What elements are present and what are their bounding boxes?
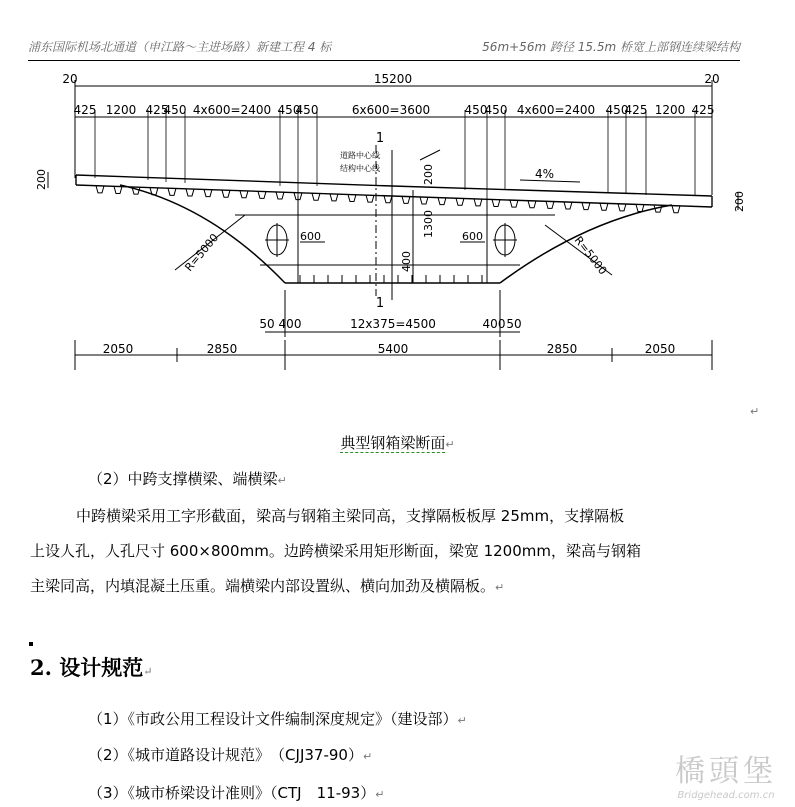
bottom-dim-label: 400 bbox=[278, 317, 302, 331]
height-top-label: 200 bbox=[422, 164, 435, 185]
deck-thickness-right: 200 bbox=[733, 191, 746, 212]
top-dim-label: 450 bbox=[605, 103, 629, 117]
deck-rib bbox=[636, 205, 644, 212]
deck-rib bbox=[258, 191, 266, 198]
deck-rib bbox=[168, 188, 176, 195]
opening-right-label: 600 bbox=[462, 230, 483, 243]
deck-rib bbox=[240, 191, 248, 198]
top-dim-label: 1200 bbox=[105, 103, 137, 117]
deck-rib bbox=[510, 200, 518, 207]
top-dim-label: 425 bbox=[691, 103, 715, 117]
header-right-title: 56m+56m 跨径 15.5m 桥宽上部钢连续梁结构 bbox=[482, 40, 740, 54]
top-dim-label: 450 bbox=[464, 103, 488, 117]
top-dim-label: 1200 bbox=[654, 103, 686, 117]
section-title: 2. 设计规范↵ bbox=[30, 655, 153, 680]
paragraph-line: 中跨横梁采用工字形截面，梁高与钢箱主梁同高，支撑隔板板厚 25mm，支撑隔板 bbox=[76, 507, 625, 525]
bottom-dim-label: 12x375=4500 bbox=[350, 317, 436, 331]
height-low-label: 400 bbox=[400, 251, 413, 272]
deck-rib bbox=[384, 196, 392, 203]
section-mark-bottom: 1 bbox=[375, 296, 385, 311]
paragraph-mark-icon: ↵ bbox=[750, 405, 760, 418]
height-main-label: 1300 bbox=[422, 210, 435, 238]
reference-item: （1）《市政公用工程设计文件编制深度规定》（建设部）↵ bbox=[88, 710, 467, 728]
bottom-dim-label: 50 bbox=[506, 317, 522, 331]
deck-rib bbox=[222, 190, 230, 197]
deck-rib bbox=[96, 186, 104, 193]
base-dim-label: 5400 bbox=[377, 342, 409, 356]
top-dim-label: 450 bbox=[484, 103, 508, 117]
road-centerline-label: 道路中心线 bbox=[340, 151, 380, 160]
subheading: （2）中跨支撑横梁、端横梁↵ bbox=[88, 470, 287, 488]
base-dim-label: 2050 bbox=[644, 342, 676, 356]
opening-left-label: 600 bbox=[300, 230, 321, 243]
steel-box-girder-cross-section bbox=[0, 60, 795, 430]
deck-rib bbox=[186, 189, 194, 196]
bottom-dim-label: 400 bbox=[482, 317, 506, 331]
top-dim-label: 450 bbox=[163, 103, 187, 117]
deck-rib bbox=[456, 198, 464, 205]
watermark-en: Bridgehead.com.cn bbox=[677, 790, 775, 801]
deck-rib bbox=[348, 195, 356, 202]
top-dim-label: 4x600=2400 bbox=[192, 103, 272, 117]
figure-caption: 典型钢箱梁断面↵ bbox=[340, 434, 455, 452]
section-mark-top: 1 bbox=[375, 131, 385, 146]
structure-centerline-label: 结构中心线 bbox=[340, 164, 380, 173]
deck-rib bbox=[474, 199, 482, 206]
deck-rib bbox=[492, 200, 500, 207]
paragraph-line: 主梁同高，内填混凝土压重。端横梁内部设置纵、横向加劲及横隔板。↵ bbox=[30, 577, 505, 595]
deck-rib bbox=[330, 194, 338, 201]
deck-rib bbox=[582, 203, 590, 210]
end-right-label: 20 bbox=[704, 72, 720, 86]
top-dim-label: 6x600=3600 bbox=[351, 103, 431, 117]
reference-item: （2）《城市道路设计规范》 （CJJ37-90）↵ bbox=[88, 746, 373, 764]
deck-rib bbox=[618, 204, 626, 211]
watermark-cn: 橋頭堡 bbox=[675, 754, 777, 789]
base-dim-label: 2050 bbox=[102, 342, 134, 356]
deck-thickness-left: 200 bbox=[35, 169, 48, 190]
deck-rib bbox=[150, 188, 158, 195]
top-dim-label: 425 bbox=[145, 103, 169, 117]
deck-rib bbox=[438, 198, 446, 205]
radius-left-label: R=5000 bbox=[182, 231, 222, 274]
top-dim-label: 450 bbox=[295, 103, 319, 117]
top-dim-label: 425 bbox=[73, 103, 97, 117]
page-header bbox=[28, 38, 740, 61]
deck-rib bbox=[420, 197, 428, 204]
top-dim-label: 425 bbox=[624, 103, 648, 117]
bridgehead-watermark bbox=[675, 746, 777, 801]
radius-right-label: R=5000 bbox=[571, 233, 610, 278]
top-dim-label: 450 bbox=[277, 103, 301, 117]
slope-label: 4% bbox=[535, 167, 555, 181]
section-bullet bbox=[29, 642, 33, 646]
deck-rib bbox=[312, 193, 320, 200]
deck-rib bbox=[654, 205, 662, 212]
deck-rib bbox=[402, 196, 410, 203]
deck-rib bbox=[528, 201, 536, 208]
base-dim-label: 2850 bbox=[206, 342, 238, 356]
deck-rib bbox=[546, 201, 554, 208]
deck-rib bbox=[600, 203, 608, 210]
top-dim-label: 4x600=2400 bbox=[516, 103, 596, 117]
base-dim-label: 2850 bbox=[546, 342, 578, 356]
deck-rib bbox=[204, 190, 212, 197]
header-left-title: 浦东国际机场北通道（申江路～主进场路）新建工程 4 标 bbox=[28, 40, 332, 54]
bottom-dim-label: 50 bbox=[259, 317, 275, 331]
deck-rib bbox=[366, 195, 374, 202]
deck-rib bbox=[672, 206, 680, 213]
end-left-label: 20 bbox=[62, 72, 78, 86]
reference-item: （3）《城市桥梁设计准则》（CTJ 11-93）↵ bbox=[88, 784, 385, 802]
deck-rib bbox=[564, 202, 572, 209]
deck-rib bbox=[114, 186, 122, 193]
deck-rib bbox=[276, 192, 284, 199]
paragraph-line: 上设人孔，人孔尺寸 600×800mm。边跨横梁采用矩形断面，梁宽 1200mm，梁高与钢箱 bbox=[30, 542, 641, 560]
total-width-label: 15200 bbox=[373, 72, 413, 86]
